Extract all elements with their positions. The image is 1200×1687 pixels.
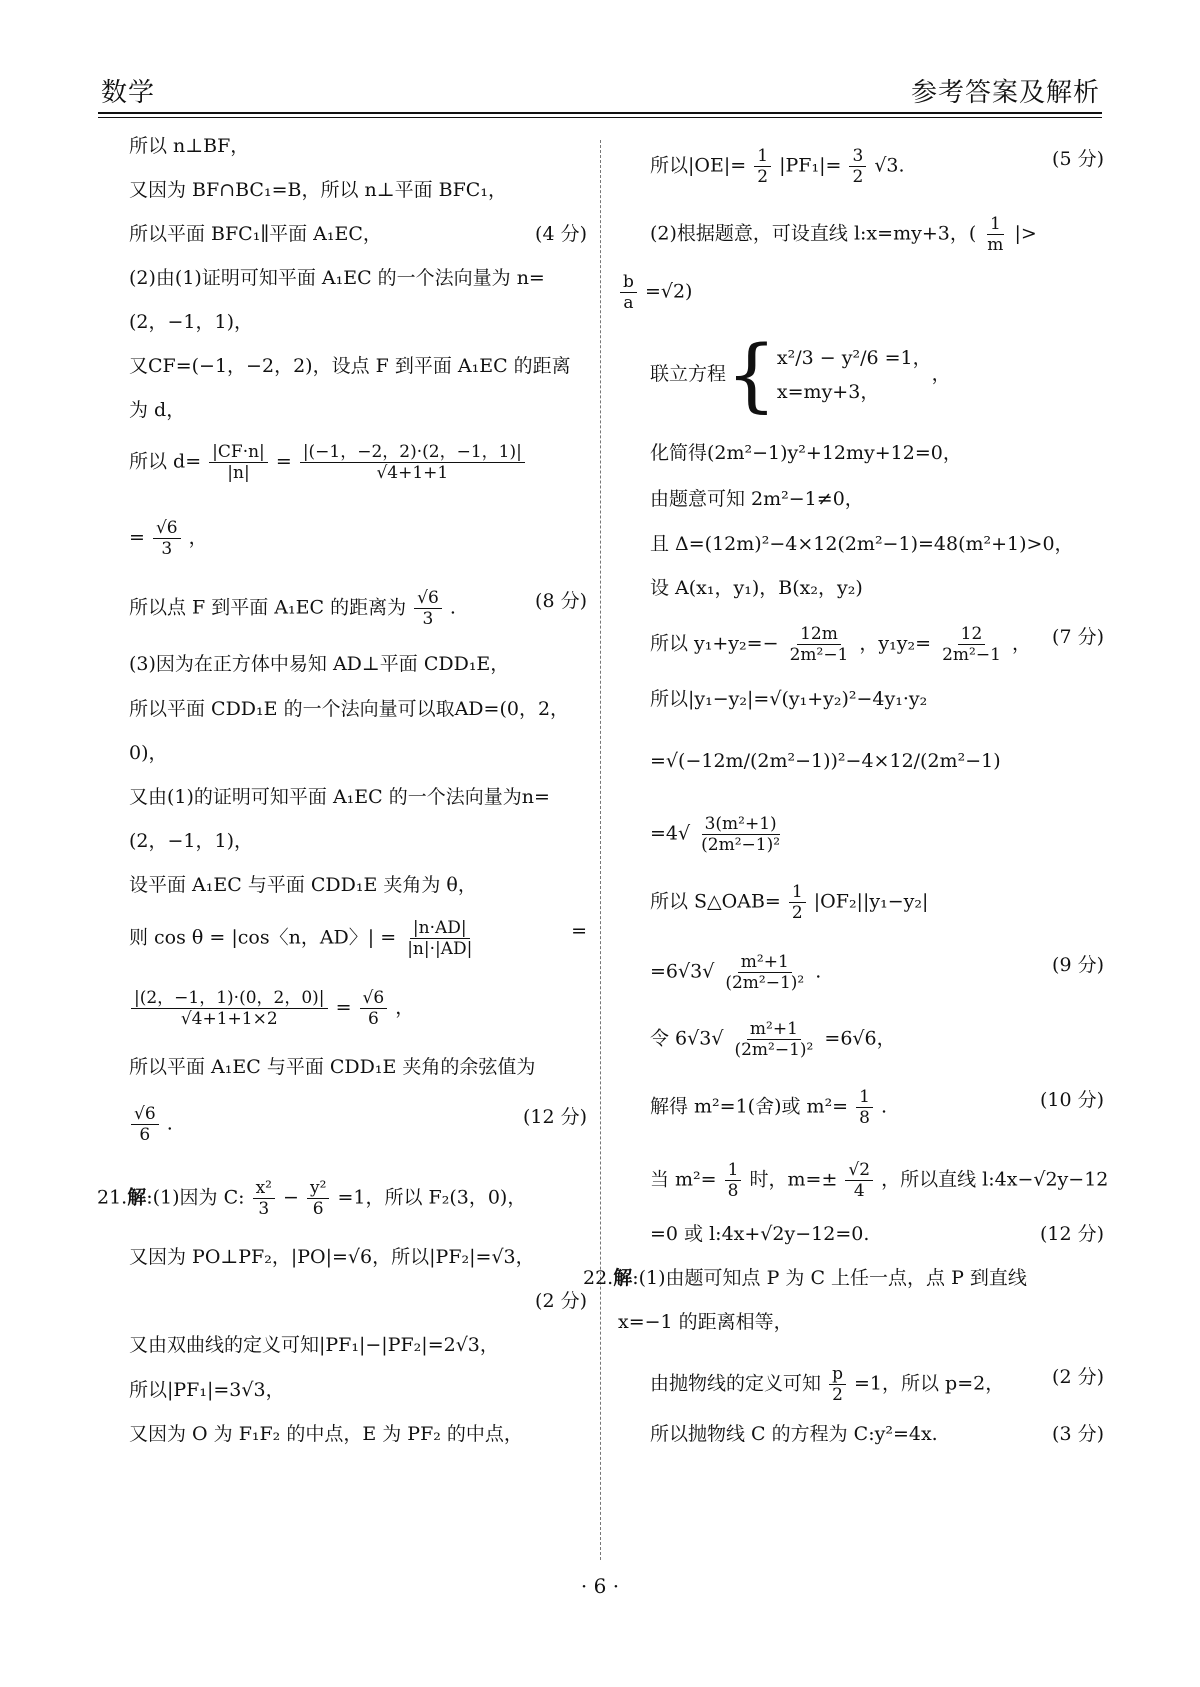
formula-line xyxy=(618,882,1104,923)
score-mark: (7 分) xyxy=(1052,626,1104,648)
column-divider xyxy=(600,140,601,1560)
formula-text: . xyxy=(881,1095,888,1118)
formula-text: . xyxy=(166,1112,173,1135)
solution-line: x=−1 的距离相等， xyxy=(618,1311,793,1333)
solution-line: 又因为 O 为 F₁F₂ 的中点，E 为 PF₂ 的中点， xyxy=(129,1423,523,1445)
formula-text: =√2) xyxy=(644,280,693,303)
formula-text: −12m/(2m²−1))²−4×12/(2m²−1) xyxy=(685,750,1001,772)
fraction: $\frac{1}{8}$ xyxy=(856,1087,873,1128)
formula-line xyxy=(97,588,587,629)
solution-line: 且 Δ=(12m)²−4×12(2m²−1)=48(m²+1)>0， xyxy=(650,533,1074,555)
score-mark: (12 分) xyxy=(522,1106,587,1128)
formula-line xyxy=(618,1087,1104,1128)
right-column xyxy=(583,120,1109,1560)
solution-line: 所以平面 CDD₁E 的一个法向量可以取AD=(0，2， xyxy=(129,698,570,720)
formula-text: ，所以直线 l:4x−√2y−12 xyxy=(881,1168,1109,1191)
formula-text: 由抛物线的定义可知 xyxy=(650,1372,822,1395)
formula-text: |PF₁|= xyxy=(779,154,842,177)
formula-line xyxy=(618,146,1104,187)
formula-line xyxy=(97,442,587,483)
formula-text: =1，所以 F₂(3，0)， xyxy=(337,1186,527,1209)
fraction: $\frac{|(-1,-2,2)\cdot(2,-1,1)|}{√4+1+1}$ xyxy=(300,442,525,483)
formula-line xyxy=(618,1364,1104,1405)
formula-text: :(1)因为 C: xyxy=(146,1186,245,1209)
formula-line xyxy=(97,518,587,559)
solution-line: 所以平面 A₁EC 与平面 CDD₁E 夹角的余弦值为 xyxy=(129,1056,536,1078)
solution-line: 设平面 A₁EC 与平面 CDD₁E 夹角为 θ， xyxy=(129,874,477,896)
fraction: $\frac{\text{m²+1}}{\text{(2m²−1)²}}$ xyxy=(725,952,805,993)
score-mark: (4 分) xyxy=(535,223,587,245)
fraction: $\frac{\text{m²+1}}{\text{(2m²−1)²}}$ xyxy=(734,1019,814,1060)
formula-text: =6√6， xyxy=(824,1027,896,1050)
header-rule-thin xyxy=(98,117,1102,118)
formula-line xyxy=(97,988,587,1029)
formula-line xyxy=(618,814,1104,855)
fraction: $\frac{\text{y²}}{6}$ xyxy=(307,1178,329,1219)
question-number: 22. xyxy=(583,1267,614,1289)
fraction: $\frac{1}{m}$ xyxy=(987,214,1004,255)
formula-line xyxy=(97,1104,587,1145)
fraction: $\frac{1}{8}$ xyxy=(725,1160,742,1201)
fraction: $\frac{√6}{6}$ xyxy=(131,1104,159,1145)
solution-line: 又因为 PO⊥PF₂，|PO|=√6，所以|PF₂|=√3， xyxy=(129,1246,535,1268)
formula-text: = xyxy=(129,526,145,549)
solution-text: =0 或 l:4x+√2y−12=0. xyxy=(650,1223,870,1245)
formula-text: 时，m=± xyxy=(749,1168,838,1191)
fraction: $\frac{|CF\cdot n|}{|n|}$ xyxy=(209,442,268,483)
question-21-line xyxy=(97,1178,587,1219)
question-number: 21. xyxy=(97,1186,128,1209)
formula-text: − xyxy=(283,1186,299,1209)
score-mark: (3 分) xyxy=(1052,1423,1104,1445)
formula-text: 联立方程 xyxy=(650,363,727,385)
formula-text: 所以 y₁+y₂=− xyxy=(650,632,779,655)
solution-line xyxy=(618,1221,1104,1247)
formula-text: . xyxy=(449,596,456,619)
formula-text: =6√3√ xyxy=(650,960,715,983)
fraction: $\frac{√6}{3}$ xyxy=(414,588,442,629)
answer-label: 解 xyxy=(613,1267,633,1289)
formula-text: = xyxy=(275,450,292,473)
equation-system xyxy=(618,328,1104,421)
system-rows: x²/3 − y²/6 =1， x=my+3， xyxy=(776,347,932,403)
fraction: $\frac{√2}{4}$ xyxy=(845,1160,873,1201)
formula-text: √3. xyxy=(874,154,905,177)
solution-text: 所以抛物线 C 的方程为 C:y²=4x. xyxy=(650,1423,938,1445)
solution-line: 所以|PF₁|=3√3， xyxy=(129,1379,285,1401)
fraction: $\frac{1}{2}$ xyxy=(754,146,771,187)
fraction: $\frac{12}{\text{2m²−1}}$ xyxy=(942,624,1001,665)
formula-text: ，y₁y₂= xyxy=(859,632,932,655)
formula-text: ， xyxy=(188,526,208,549)
formula-text: 当 m²= xyxy=(650,1168,717,1191)
formula-text: ， xyxy=(395,996,415,1019)
solution-text: 所以平面 BFC₁∥平面 A₁EC， xyxy=(129,223,382,245)
score-mark: (12 分) xyxy=(1039,1223,1104,1245)
solution-line xyxy=(97,221,587,247)
formula-text: 解得 m²=1(舍)或 m²= xyxy=(650,1095,849,1118)
solution-line: 所以|y₁−y₂|=√(y₁+y₂)²−4y₁·y₂ xyxy=(650,688,928,710)
formula-text: 所以 S△OAB= xyxy=(650,890,781,913)
formula-text: . xyxy=(815,960,822,983)
formula-line xyxy=(618,272,1104,313)
solution-line: 又由双曲线的定义可知|PF₁|−|PF₂|=2√3， xyxy=(129,1334,499,1356)
formula-text: 则 cos θ = |cos〈n，AD〉| = xyxy=(129,926,397,949)
formula-line xyxy=(618,748,1104,774)
formula-text: |OF₂||y₁−y₂| xyxy=(813,890,929,913)
score-mark: (2 分) xyxy=(1052,1366,1104,1388)
score-mark: (9 分) xyxy=(1052,954,1104,976)
formula-line xyxy=(618,1160,1109,1201)
solution-line: 又CF=(−1，−2，2)，设点 F 到平面 A₁EC 的距离 xyxy=(129,355,571,377)
formula-text: 所以 d= xyxy=(129,450,202,473)
solution-line: (2，−1，1)， xyxy=(129,311,254,333)
formula-text: ， xyxy=(1011,632,1031,655)
fraction: $\frac{3}{2}$ xyxy=(849,146,866,187)
solution-line: 化简得(2m²−1)y²+12my+12=0， xyxy=(650,442,962,464)
formula-text: 令 6√3√ xyxy=(650,1027,724,1050)
brace-glyph: { xyxy=(726,328,777,421)
formula-line xyxy=(618,624,1104,665)
formula-text: =4√ xyxy=(650,822,691,845)
formula-text: |> xyxy=(1014,222,1037,245)
formula-line xyxy=(618,1019,1104,1060)
header-rule xyxy=(98,112,1102,114)
solution-line: 0)， xyxy=(129,742,168,764)
subject-header: 数学 xyxy=(101,78,156,108)
formula-text: 所以点 F 到平面 A₁EC 的距离为 xyxy=(129,596,407,619)
formula-line xyxy=(97,918,587,959)
fraction: $\frac{√6}{6}$ xyxy=(360,988,388,1029)
section-header: 参考答案及解析 xyxy=(910,78,1100,108)
fraction: $\frac{\text{3(m²+1)}}{\text{(2m²−1)²}}$ xyxy=(701,814,781,855)
page-number: · 6 · xyxy=(580,1574,620,1598)
solution-text: :(1)由题可知点 P 为 C 上任一点，点 P 到直线 xyxy=(632,1267,1027,1289)
score-mark: (10 分) xyxy=(1039,1089,1104,1111)
solution-line: (2，−1，1)， xyxy=(129,830,254,852)
fraction: $\frac{\text{x²}}{3}$ xyxy=(253,1178,275,1219)
score-mark: (5 分) xyxy=(1052,148,1104,170)
solution-line xyxy=(618,1421,1104,1447)
fraction: $\frac{|n\cdot AD|}{|n|\cdot|AD|}$ xyxy=(407,918,473,959)
fraction: $\frac{b}{a}$ xyxy=(620,272,637,313)
fraction: $\frac{√6}{3}$ xyxy=(153,518,181,559)
solution-line: 又由(1)的证明可知平面 A₁EC 的一个法向量为n= xyxy=(129,786,550,808)
formula-text: (2)根据题意，可设直线 l:x=my+3，( xyxy=(650,222,977,245)
formula-text: ， xyxy=(931,363,951,385)
fraction: $\frac{|(2,-1,1)\cdot(0,2,0)|}{√4+1+1\times 2}$ xyxy=(131,988,328,1029)
solution-line: 所以 n⊥BF， xyxy=(129,135,250,157)
formula-text: =√( xyxy=(650,750,686,772)
fraction: $\frac{p}{2}$ xyxy=(829,1364,846,1405)
score-mark: (8 分) xyxy=(535,590,587,612)
formula-text: =1，所以 p=2， xyxy=(854,1372,1005,1395)
score-mark: (2 分) xyxy=(535,1290,587,1312)
formula-text: 所以|OE|= xyxy=(650,154,747,177)
solution-line: 又因为 BF∩BC₁=B，所以 n⊥平面 BFC₁， xyxy=(129,179,507,201)
question-22-line xyxy=(583,1265,1104,1291)
solution-line: 设 A(x₁，y₁)，B(x₂，y₂) xyxy=(650,577,863,599)
formula-text: = xyxy=(571,920,587,942)
fraction: $\frac{1}{2}$ xyxy=(789,882,806,923)
answer-label: 解 xyxy=(127,1186,147,1209)
formula-line xyxy=(618,214,1104,255)
solution-line: 由题意可知 2m²−1≠0， xyxy=(650,488,864,510)
formula-line xyxy=(618,952,1104,993)
formula-text: = xyxy=(335,996,352,1019)
solution-line: (2)由(1)证明可知平面 A₁EC 的一个法向量为 n= xyxy=(129,267,545,289)
solution-line: 为 d， xyxy=(129,399,186,421)
solution-line: (3)因为在正方体中易知 AD⊥平面 CDD₁E， xyxy=(129,653,510,675)
fraction: $\frac{12m}{\text{2m²−1}}$ xyxy=(789,624,849,665)
left-column xyxy=(97,120,587,1560)
